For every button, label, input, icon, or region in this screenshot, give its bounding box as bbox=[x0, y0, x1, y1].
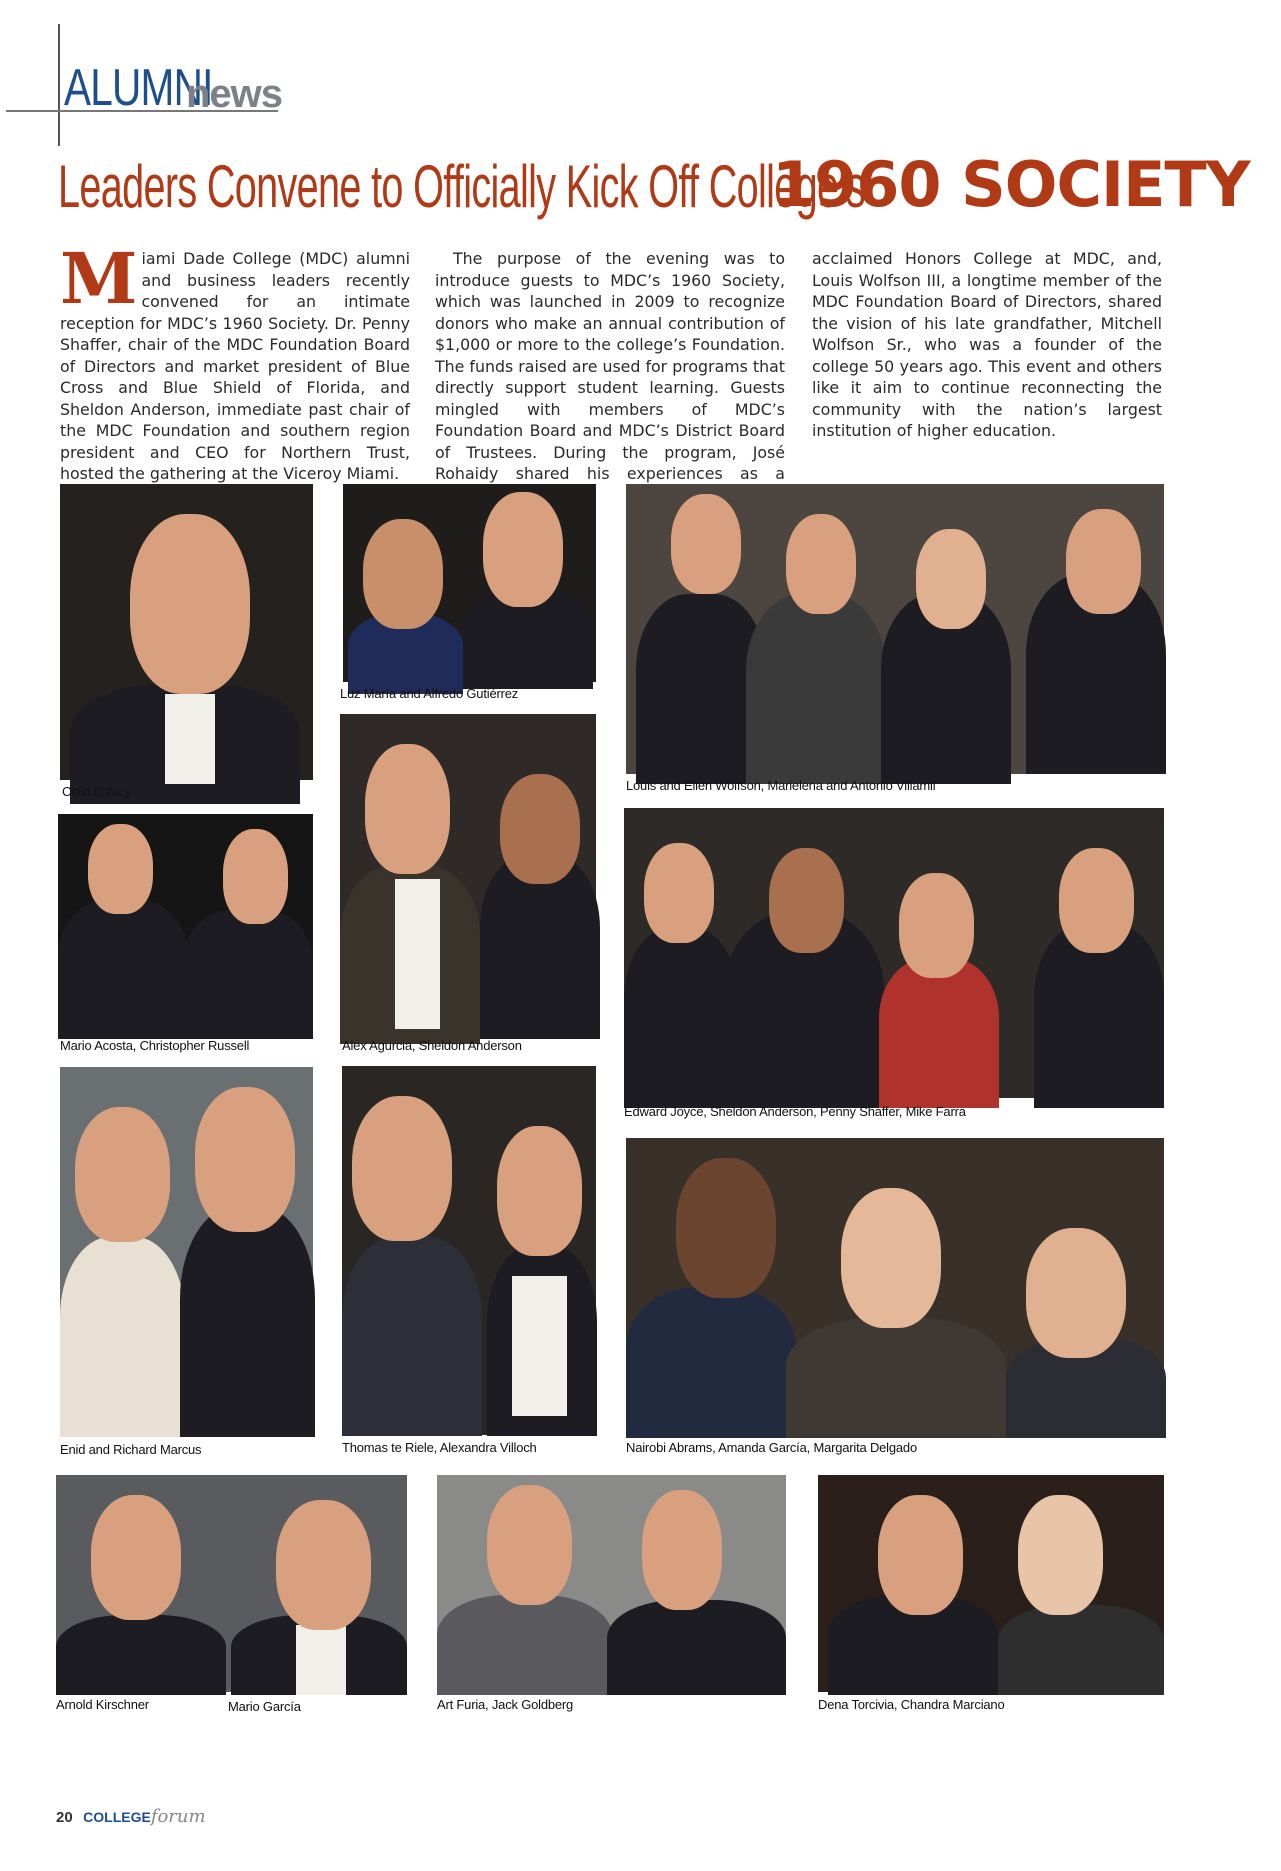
caption-agurcia-anderson: Alex Agurcia, Sheldon Anderson bbox=[342, 1038, 522, 1053]
section-title-alumni: ALUMNI bbox=[64, 59, 213, 117]
headline-main: Leaders Convene to Officially Kick Off College’s bbox=[58, 153, 865, 220]
caption-joyce-anderson-shaffer-farra: Edward Joyce, Sheldon Anderson, Penny Shaffer, Mike Farra bbox=[624, 1104, 966, 1119]
caption-colin-darcy: Colin D’Arcy bbox=[62, 784, 132, 799]
photo-joyce-anderson-shaffer-farra bbox=[624, 808, 1164, 1098]
section-title-news: news bbox=[186, 72, 283, 116]
photo-torcivia-marciano bbox=[818, 1475, 1164, 1692]
photo-abrams-garcia-delgado bbox=[626, 1138, 1164, 1433]
photo-marcus bbox=[60, 1067, 313, 1435]
caption-abrams-garcia-delgado: Nairobi Abrams, Amanda García, Margarita Delgado bbox=[626, 1440, 917, 1455]
article-column-1-text: iami Dade College (MDC) alumni and business leaders recently convened for an intimate reception for MDC’s 1960 Society. Dr. Penny Shaffer, chair of the MDC Foundation Board of Directors and market president of Blue Cross and Blue Shield of Florida, and Sheldon Anderson, immediate past chair of the MDC Foundation and southern region president and CEO for Northern Trust, hosted the gathering at the Viceroy Miami. bbox=[60, 249, 410, 483]
photo-kirschner-garcia bbox=[56, 1475, 407, 1692]
photo-agurcia-anderson bbox=[340, 714, 596, 1033]
caption-furia-goldberg: Art Furia, Jack Goldberg bbox=[437, 1697, 574, 1712]
photo-teriele-villoch bbox=[342, 1066, 596, 1435]
photo-wolfson-villamil bbox=[626, 484, 1164, 774]
caption-torcivia-marciano: Dena Torcivia, Chandra Marciano bbox=[818, 1697, 1005, 1712]
caption-mario-garcia: Mario García bbox=[228, 1699, 301, 1714]
caption-wolfson-villamil: Louis and Ellen Wolfson, Marielena and Antonio Villamil bbox=[626, 778, 936, 793]
photo-acosta-russell bbox=[58, 814, 313, 1033]
caption-marcus: Enid and Richard Marcus bbox=[60, 1442, 202, 1457]
article-column-1 bbox=[60, 237, 410, 485]
article-column-3: acclaimed Honors College at MDC, and, Louis Wolfson III, a longtime member of the MDC Foundation Board of Directors, shared the vision of his late grandfather, Mitchell Wolfson Sr., who was a founder of the college 50 years ago. This event and others like it aim to continue reconnecting the community with the nation’s largest institution of higher education. bbox=[812, 249, 1162, 440]
caption-acosta-russell: Mario Acosta, Christopher Russell bbox=[60, 1038, 250, 1053]
caption-kirschner: Arnold Kirschner bbox=[56, 1697, 149, 1712]
caption-teriele-villoch: Thomas te Riele, Alexandra Villoch bbox=[342, 1440, 537, 1455]
magazine-name-college: COLLEGE bbox=[83, 1809, 151, 1825]
section-title bbox=[64, 58, 283, 118]
headline-highlight: 1960 SOCIETY bbox=[772, 148, 1250, 221]
photo-furia-goldberg bbox=[437, 1475, 786, 1692]
caption-gutierrez: Luz María and Alfredo Gutiérrez bbox=[340, 686, 519, 701]
photo-colin-darcy bbox=[60, 484, 313, 780]
drop-cap: M bbox=[60, 237, 138, 320]
photo-gutierrez bbox=[343, 484, 596, 682]
magazine-name-forum: forum bbox=[150, 1806, 206, 1827]
page-number: 20 bbox=[56, 1809, 73, 1826]
article-headline bbox=[58, 148, 1281, 221]
header-vertical-rule bbox=[58, 24, 60, 146]
article-column-2: The purpose of the evening was to introduce guests to MDC’s 1960 Society, which was launched in 2009 to recognize donors who make an annual contribution of $1,000 or more to the college’s Foundation. The funds raised are used for programs that directly support student learning. Guests mingled with members of MDC’s Foundation Board and MDC’s District Board of Trustees. During the program, José Rohaidy shared his experiences as a bbox=[435, 249, 785, 483]
page-footer bbox=[56, 1806, 206, 1827]
